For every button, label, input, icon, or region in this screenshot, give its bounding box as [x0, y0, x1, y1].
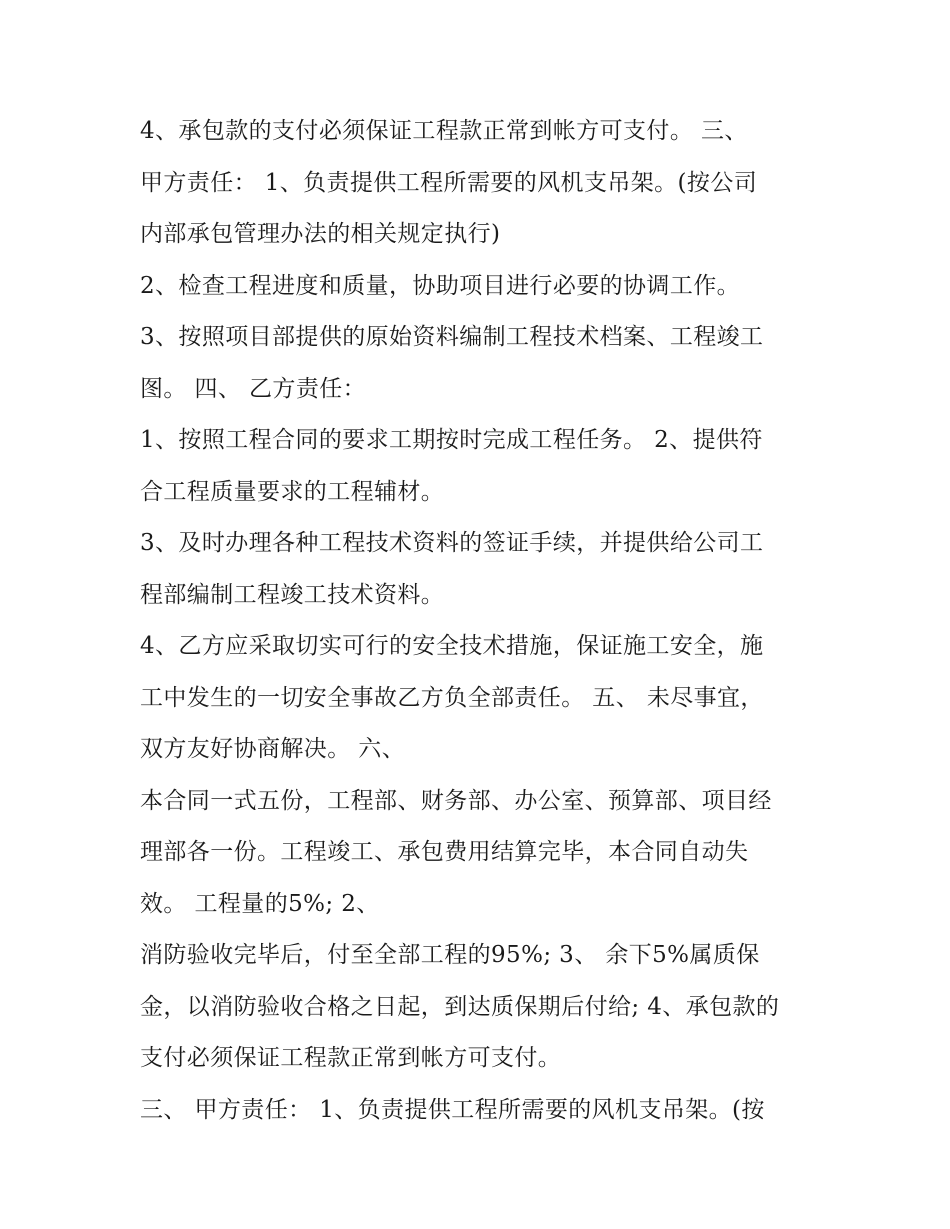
text-line: 支付必须保证工程款正常到帐方可支付。	[140, 1045, 562, 1071]
text-line: 程部编制工程竣工技术资料。	[140, 581, 445, 608]
text-line: 双方友好协商解决。 六、	[140, 736, 406, 762]
text-line: 甲方责任： 1、负责提供工程所需要的风机支吊架。(按公司	[140, 169, 758, 196]
text-line: 内部承包管理办法的相关规定执行)	[140, 221, 501, 247]
text-line: 消防验收完毕后，付至全部工程的95%; 3、 余下5%属质保	[140, 942, 760, 968]
text-line: 理部各一份。工程竣工、承包费用结算完毕，本合同自动失	[140, 839, 749, 865]
document-body	[140, 106, 820, 1136]
text-line: 工中发生的一切安全事故乙方负全部责任。 五、 未尽事宜，	[140, 684, 764, 711]
text-line: 3、按照项目部提供的原始资料编制工程技术档案、工程竣工	[140, 324, 764, 350]
text-line: 本合同一式五份，工程部、财务部、办公室、预算部、项目经	[140, 787, 772, 814]
text-line: 三、 甲方责任： 1、负责提供工程所需要的风机支吊架。(按	[140, 1096, 765, 1123]
text-line: 2、检查工程进度和质量，协助项目进行必要的协调工作。	[140, 272, 741, 299]
text-line: 1、按照工程合同的要求工期按时完成工程任务。 2、提供符	[140, 427, 763, 453]
text-line: 4、乙方应采取切实可行的安全技术措施，保证施工安全，施	[140, 633, 764, 659]
text-line: 合工程质量要求的工程辅材。	[140, 478, 445, 505]
text-line: 3、及时办理各种工程技术资料的签证手续，并提供给公司工	[140, 530, 764, 556]
text-line: 图。 四、 乙方责任：	[140, 375, 367, 402]
text-line: 金，以消防验收合格之日起，到达质保期后付给; 4、承包款的	[140, 993, 780, 1020]
text-line: 效。 工程量的5%; 2、	[140, 890, 380, 917]
text-line: 4、承包款的支付必须保证工程款正常到帐方可支付。 三、	[140, 118, 748, 144]
